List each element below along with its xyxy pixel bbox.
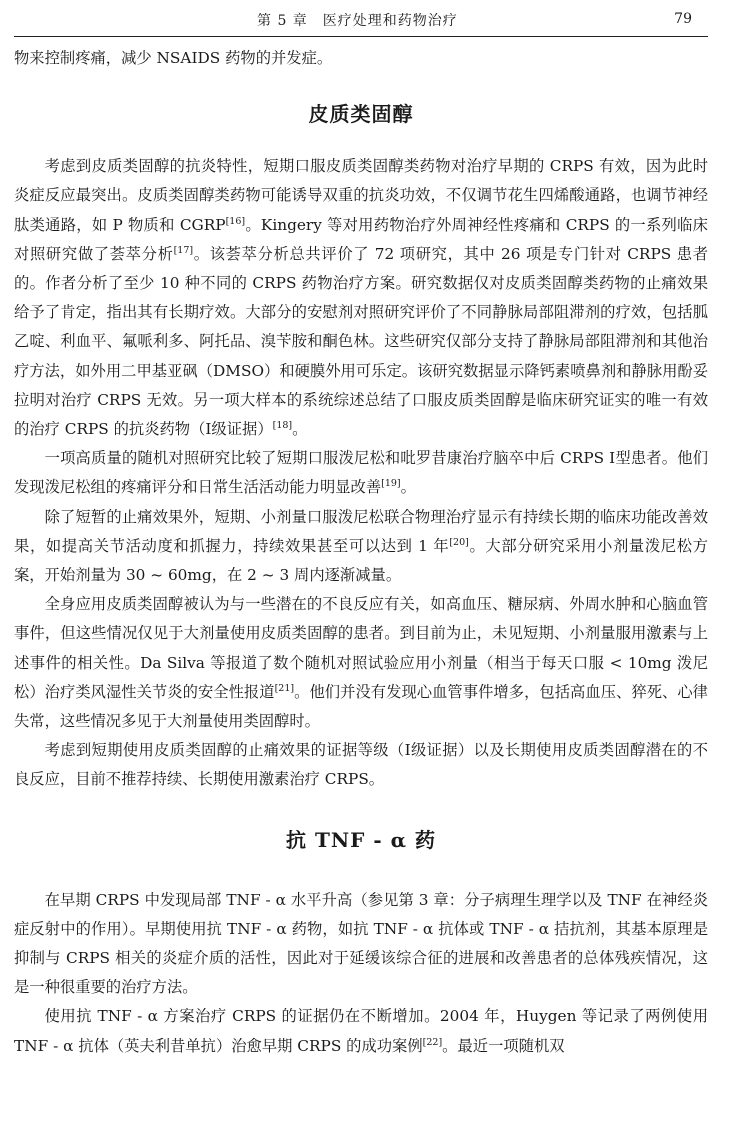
page-body [14,44,708,1061]
paragraph-text: 。该荟萃分析总共评价了 72 项研究，其中 26 项是专门针对 CRPS 患者的。作者分析了至少 10 种不同的 CRPS 药物治疗方案。研究数据仅对皮质类固醇类药物的止痛效果给予了肯定，指出其有长期疗效。大部分的安慰剂对照研究评价了不同静脉局部阻滞剂的疗效，包括胍乙啶、利血平、氟哌利多、阿托品、溴苄胺和酮色林。这些研究仅部分支持了静脉局部阻滞剂和其他治疗方法，如外用二甲基亚砜（DMSO）和硬膜外用可乐定。该研究数据显示降钙素喷鼻剂和静脉用酚妥拉明对治疗 CRPS 无效。另一项大样本的系统综述总结了口服皮质类固醇是临床研究证实的唯一有效的治疗 CRPS 的抗炎药物（Ⅰ级证据） [14,244,708,439]
body-paragraph [14,152,708,444]
citation-ref: [19] [381,478,401,490]
section-heading-anti-tnf: 抗 TNF - α 药 [286,827,436,852]
paragraph-text: 。 [292,420,308,439]
citation-ref: [16] [225,215,246,227]
paragraph-text: 使用抗 TNF - α 方案治疗 CRPS 的证据仍在不断增加。2004 年，Huygen 等记录了两例使用 TNF - α 抗体（英夫利昔单抗）治愈早期 CRPS 的成功案例 [14,1007,708,1055]
continued-paragraph: 物来控制疼痛，减少 NSAIDS 药物的并发症。 [14,49,333,67]
corticosteroids-body [14,152,708,794]
paragraph-text: 。最近一项随机双 [442,1036,565,1055]
citation-ref: [18] [272,419,293,431]
body-paragraph [14,444,708,502]
paragraph-text: 。他们并没有发现心血管事件增多，包括高血压、猝死、心律失常，这些情况多见于大剂量使用类固醇时。 [14,682,708,731]
anti-tnf-body [14,886,708,1061]
citation-ref: [17] [173,244,194,256]
page-number: 79 [674,11,692,27]
paragraph-text: 一项高质量的随机对照研究比较了短期口服泼尼松和吡罗昔康治疗脑卒中后 CRPS Ⅰ型患者。他们发现泼尼松组的疼痛评分和日常生活活动能力明显改善 [14,449,708,497]
chapter-title: 第 5 章 医疗处理和药物治疗 [257,13,458,29]
paragraph-text: 。大部分研究采用小剂量泼尼松方案，开始剂量为 30 ~ 60mg，在 2 ~ 3 周内逐渐减量。 [14,536,708,585]
paragraph-text: 考虑到短期使用皮质类固醇的止痛效果的证据等级（Ⅰ级证据）以及长期使用皮质类固醇潜在的不良反应，目前不推荐持续、长期使用激素治疗 CRPS。 [14,741,708,789]
paragraph-text: 除了短暂的止痛效果外，短期、小剂量口服泼尼松联合物理治疗显示有持续长期的临床功能改善效果，如提高关节活动度和抓握力，持续效果甚至可以达到 1 年 [14,507,708,555]
body-paragraph [14,503,708,591]
running-header [14,0,708,37]
paragraph-text: 在早期 CRPS 中发现局部 TNF - α 水平升高（参见第 3 章：分子病理生理学以及 TNF 在神经炎症反射中的作用）。早期使用抗 TNF - α 药物，如抗 TNF - α 抗体或 TNF - α 拮抗剂，其基本原理是抑制与 CRPS 相关的炎症介质的活性，因此对于延缓该综合征的进展和改善患者的总体残疾情况，这是一种很重要的治疗方法。 [14,890,708,997]
paragraph-text: 考虑到皮质类固醇的抗炎特性，短期口服皮质类固醇类药物对治疗早期的 CRPS 有效，因为此时炎症反应最突出。皮质类固醇类药物可能诱导双重的抗炎功效，不仅调节花生四烯酸通路，也调节神经肽类通路，如 P 物质和 CGRP [14,157,708,234]
body-paragraph [14,886,708,1003]
paragraph-text: 。 [400,478,416,497]
body-paragraph [14,590,708,736]
citation-ref: [21] [274,682,295,694]
body-paragraph [14,736,708,794]
section-heading-corticosteroids: 皮质类固醇 [308,102,414,127]
paragraph-text: 。Kingery 等对用药物治疗外周神经性疼痛和 CRPS 的一系列临床对照研究做了荟萃分析 [14,215,708,263]
paragraph-text: 全身应用皮质类固醇被认为与一些潜在的不良反应有关，如高血压、糖尿病、外周水肿和心脑血管事件，但这些情况仅见于大剂量使用皮质类固醇的患者。到目前为止，未见短期、小剂量服用激素与上述事件的相关性。Da Silva 等报道了数个随机对照试验应用小剂量（相当于每天口服 < 10mg 泼尼松）治疗类风湿性关节炎的安全性报道 [14,595,708,701]
citation-ref: [20] [449,536,469,548]
citation-ref: [22] [422,1036,443,1048]
body-paragraph [14,1002,708,1060]
